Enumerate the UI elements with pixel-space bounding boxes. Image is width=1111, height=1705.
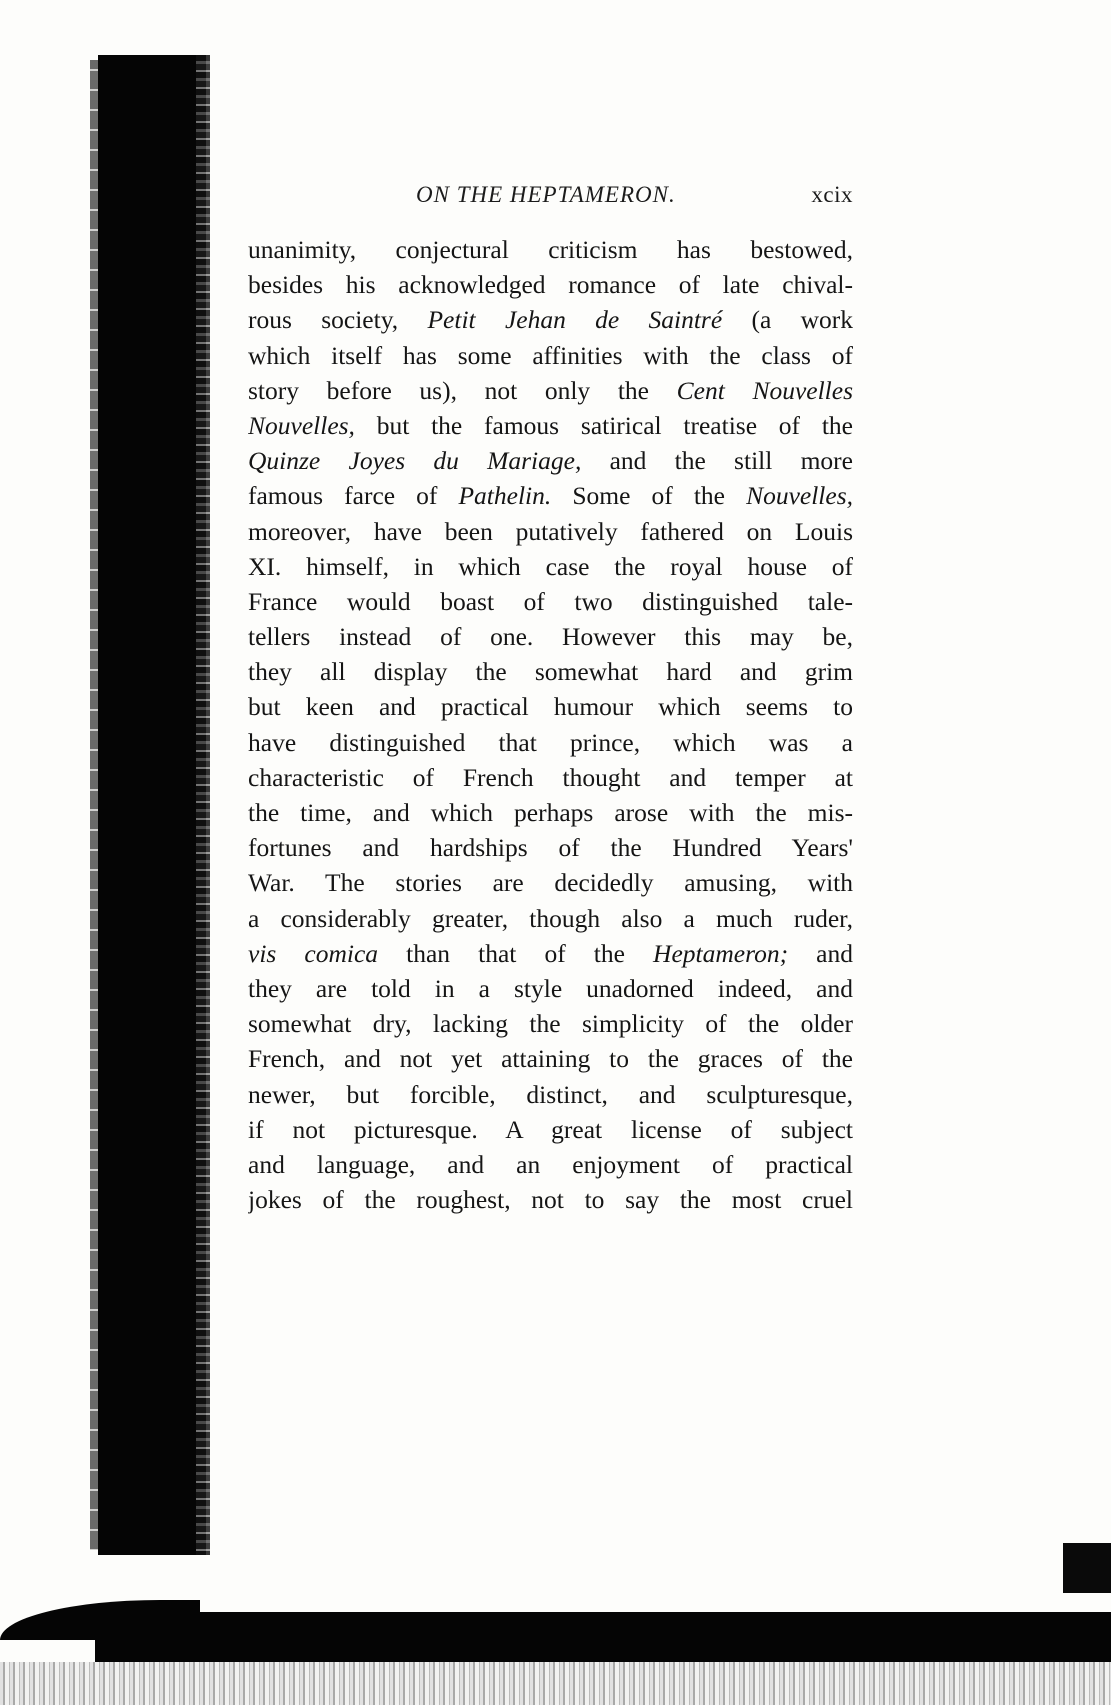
text-line [248, 1112, 853, 1147]
text-run: unanimity, conjectural criticism has bestowed, [248, 235, 853, 264]
italic-title-text: Heptameron; [653, 938, 789, 968]
text-run: Some of the [551, 481, 747, 511]
text-line [248, 1041, 853, 1076]
text-line [248, 971, 853, 1006]
running-title: ON THE HEPTAMERON. [416, 182, 676, 207]
text-run: a considerably greater, though also a much ruder, [248, 903, 853, 933]
text-line [248, 936, 853, 971]
body-paragraph [248, 232, 853, 1217]
text-run: French, and not yet attaining to the graces of the [248, 1044, 853, 1074]
italic-title-text: Nouvelles, [746, 481, 853, 511]
text-run: the time, and which perhaps arose with the mis- [248, 798, 853, 827]
text-run: rous society, [248, 305, 428, 335]
text-line [248, 760, 853, 795]
text-run: famous farce of [248, 481, 459, 511]
text-run: jokes of the roughest, not to say the most cruel [248, 1185, 853, 1215]
text-run: tellers instead of one. However this may be, [248, 622, 853, 652]
text-line [248, 549, 853, 584]
text-run: and language, and an enjoyment of practical [248, 1149, 853, 1179]
text-run: War. The stories are decidedly amusing, with [248, 868, 853, 898]
text-line [248, 795, 853, 830]
text-run: they are told in a style unadorned indeed, and [248, 973, 853, 1003]
scan-bottom-edge [95, 1612, 1111, 1662]
text-run: somewhat dry, lacking the simplicity of the older [248, 1009, 853, 1039]
text-line [248, 901, 853, 936]
text-line [248, 232, 853, 267]
text-run: and [788, 938, 853, 968]
text-run: France would boast of two distinguished tale- [248, 586, 853, 616]
italic-title-text: Nouvelles, [248, 410, 355, 440]
italic-title-text: Pathelin. [458, 481, 552, 511]
text-run: if not picturesque. A great license of subject [248, 1114, 853, 1144]
text-line [248, 1147, 853, 1182]
text-line [248, 443, 853, 478]
binding-gutter-shadow [98, 55, 206, 1555]
text-line [248, 689, 853, 724]
italic-title-text: Cent Nouvelles [676, 375, 853, 405]
text-line [248, 408, 853, 443]
text-line [248, 654, 853, 689]
text-line [248, 267, 853, 302]
italic-title-text: vis comica [248, 938, 379, 968]
text-run: but keen and practical humour which seems to [248, 692, 853, 722]
text-run: XI. himself, in which case the royal house of [248, 551, 853, 581]
italic-title-text: Quinze Joyes du Mariage, [248, 446, 582, 476]
text-line [248, 514, 853, 549]
text-run: which itself has some affinities with the class of [248, 340, 853, 370]
text-run: fortunes and hardships of the Hundred Years' [248, 833, 853, 863]
text-line [248, 584, 853, 619]
scan-corner-artifact [1063, 1543, 1111, 1593]
text-run: characteristic of French thought and temper at [248, 762, 853, 792]
text-line [248, 865, 853, 900]
italic-title-text: Petit Jehan de Saintré [427, 305, 723, 335]
text-line [248, 1077, 853, 1112]
text-run: moreover, have been putatively fathered on Louis [248, 516, 853, 546]
text-line [248, 725, 853, 760]
text-run: but the famous satirical treatise of the [354, 410, 853, 440]
text-run: and the still more [581, 446, 853, 476]
text-run: they all display the somewhat hard and grim [248, 657, 853, 687]
text-line [248, 478, 853, 513]
text-line [248, 1182, 853, 1217]
binding-shadow-fringe [196, 55, 210, 1555]
text-run: (a work [722, 305, 853, 335]
text-run: story before us), not only the [248, 375, 677, 405]
text-line [248, 338, 853, 373]
text-line [248, 619, 853, 654]
text-line [248, 1006, 853, 1041]
text-run: have distinguished that prince, which was a [248, 727, 853, 757]
text-run: newer, but forcible, distinct, and sculpturesque, [248, 1079, 853, 1109]
text-line [248, 830, 853, 865]
text-run: than that of the [378, 938, 654, 968]
page-header [248, 182, 853, 212]
page-number: xcix [811, 182, 853, 207]
scan-noise-strip [0, 1662, 1111, 1705]
text-run: besides his acknowledged romance of late chival- [248, 270, 853, 300]
text-line [248, 302, 853, 337]
text-line [248, 373, 853, 408]
